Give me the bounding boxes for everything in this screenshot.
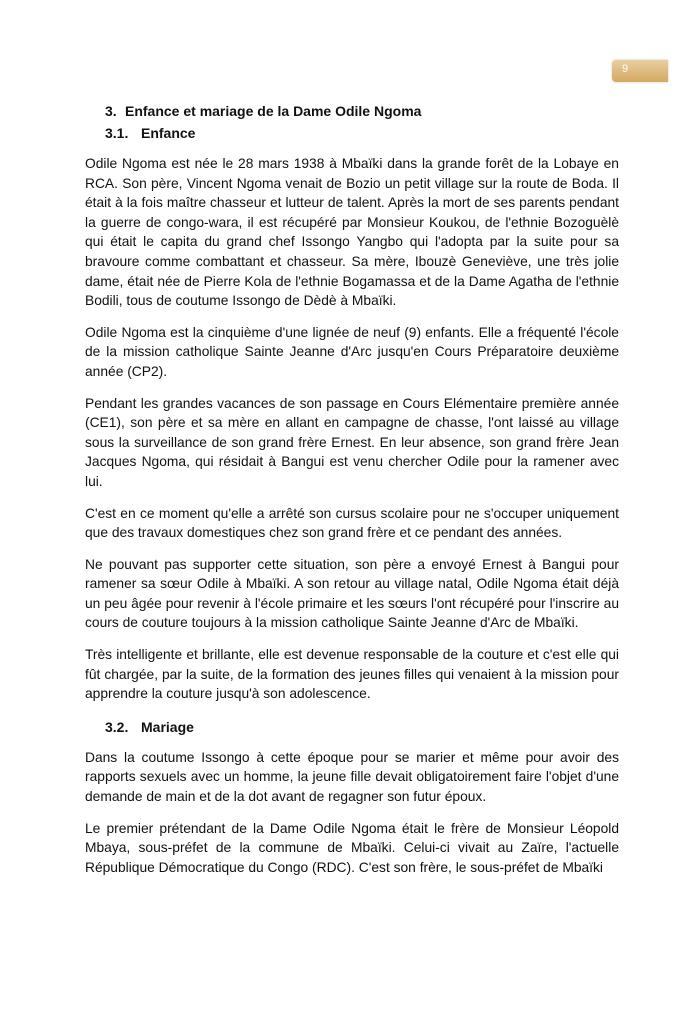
paragraph: Ne pouvant pas supporter cette situation, son père a envoyé Ernest à Bangui pour ramener sa sœur Odile à Mbaïki. A son retour au village natal, Odile Ngoma était déjà un peu âgée pour revenir à l'école primaire et les sœurs l'ont récupéré pour l'inscrire au cours de couture toujours à la mission catholique Sainte Jeanne d'Arc de Mbaïki. bbox=[85, 556, 619, 631]
subsection-title: Enfance bbox=[141, 125, 196, 141]
page-number: 9 bbox=[622, 63, 629, 75]
section-number: 3. bbox=[105, 103, 117, 119]
section-heading bbox=[85, 100, 619, 122]
paragraph: Odile Ngoma est la cinquième d'une lignée de neuf (9) enfants. Elle a fréquenté l'école de la mission catholique Sainte Jeanne d'Arc jusqu'en Cours Préparatoire deuxième année (CP2). bbox=[85, 324, 619, 379]
paragraph: Dans la coutume Issongo à cette époque pour se marier et même pour avoir des rapports sexuels avec un homme, la jeune fille devait obligatoirement faire l'objet d'une demande de main et de la dot avant de regagner son futur époux. bbox=[85, 749, 619, 805]
section-title: Enfance et mariage de la Dame Odile Ngoma bbox=[125, 103, 422, 119]
paragraph: C'est en ce moment qu'elle a arrêté son cursus scolaire pour ne s'occuper uniquement que des travaux domestiques chez son grand frère et ce pendant des années. bbox=[85, 505, 619, 541]
page-number-badge bbox=[612, 60, 668, 82]
subsection-number: 3.1. bbox=[105, 125, 129, 141]
paragraph: Le premier prétendant de la Dame Odile Ngoma était le frère de Monsieur Léopold Mbaya, sous-préfet de la commune de Mbaïki. Celui-ci vivait au Zaïre, l'actuelle République Démocratique du Congo (RDC). C'est son frère, le sous-préfet de Mbaïki bbox=[85, 820, 619, 875]
paragraph: Odile Ngoma est née le 28 mars 1938 à Mbaïki dans la grande forêt de la Lobaye en RCA. Son père, Vincent Ngoma venait de Bozio un petit village sur la route de Boda. Il était à la fois maître chasseur et lutteur de talent. Après la mort de ses parents pendant la guerre de congo-wara, il est récupéré par Monsieur Koukou, de l'ethnie Bozoguèlè qui était le capita du grand chef Issongo Yangbo qui l'adopta par la suite pour sa bravoure comme combattant et chasseur. Sa mère, Ibouzè Geneviève, une très jolie dame, était née de Pierre Kola de l'ethnie Bogamassa et de la Dame Agatha de l'ethnie Bodili, tous de coutume Issongo de Dèdè à Mbaïki. bbox=[85, 156, 619, 309]
subsection-number: 3.2. bbox=[105, 718, 129, 735]
document-body bbox=[85, 100, 619, 889]
subsection-heading-enfance bbox=[85, 122, 619, 144]
paragraph: Pendant les grandes vacances de son passage en Cours Elémentaire première année (CE1), son père et sa mère en allant en campagne de chasse, l'ont laissé au village sous la surveillance de son grand frère Ernest. En leur absence, son grand frère Jean Jacques Ngoma, qui résidait à Bangui est venu chercher Odile pour la ramener avec lui. bbox=[85, 395, 619, 489]
subsection-title: Mariage bbox=[141, 718, 194, 735]
subsection-heading-mariage bbox=[85, 716, 619, 738]
paragraph: Très intelligente et brillante, elle est devenue responsable de la couture et c'est elle qui fût chargée, par la suite, de la formation des jeunes filles qui venaient à la mission pour apprendre la couture jusqu'à son adolescence. bbox=[85, 647, 619, 702]
